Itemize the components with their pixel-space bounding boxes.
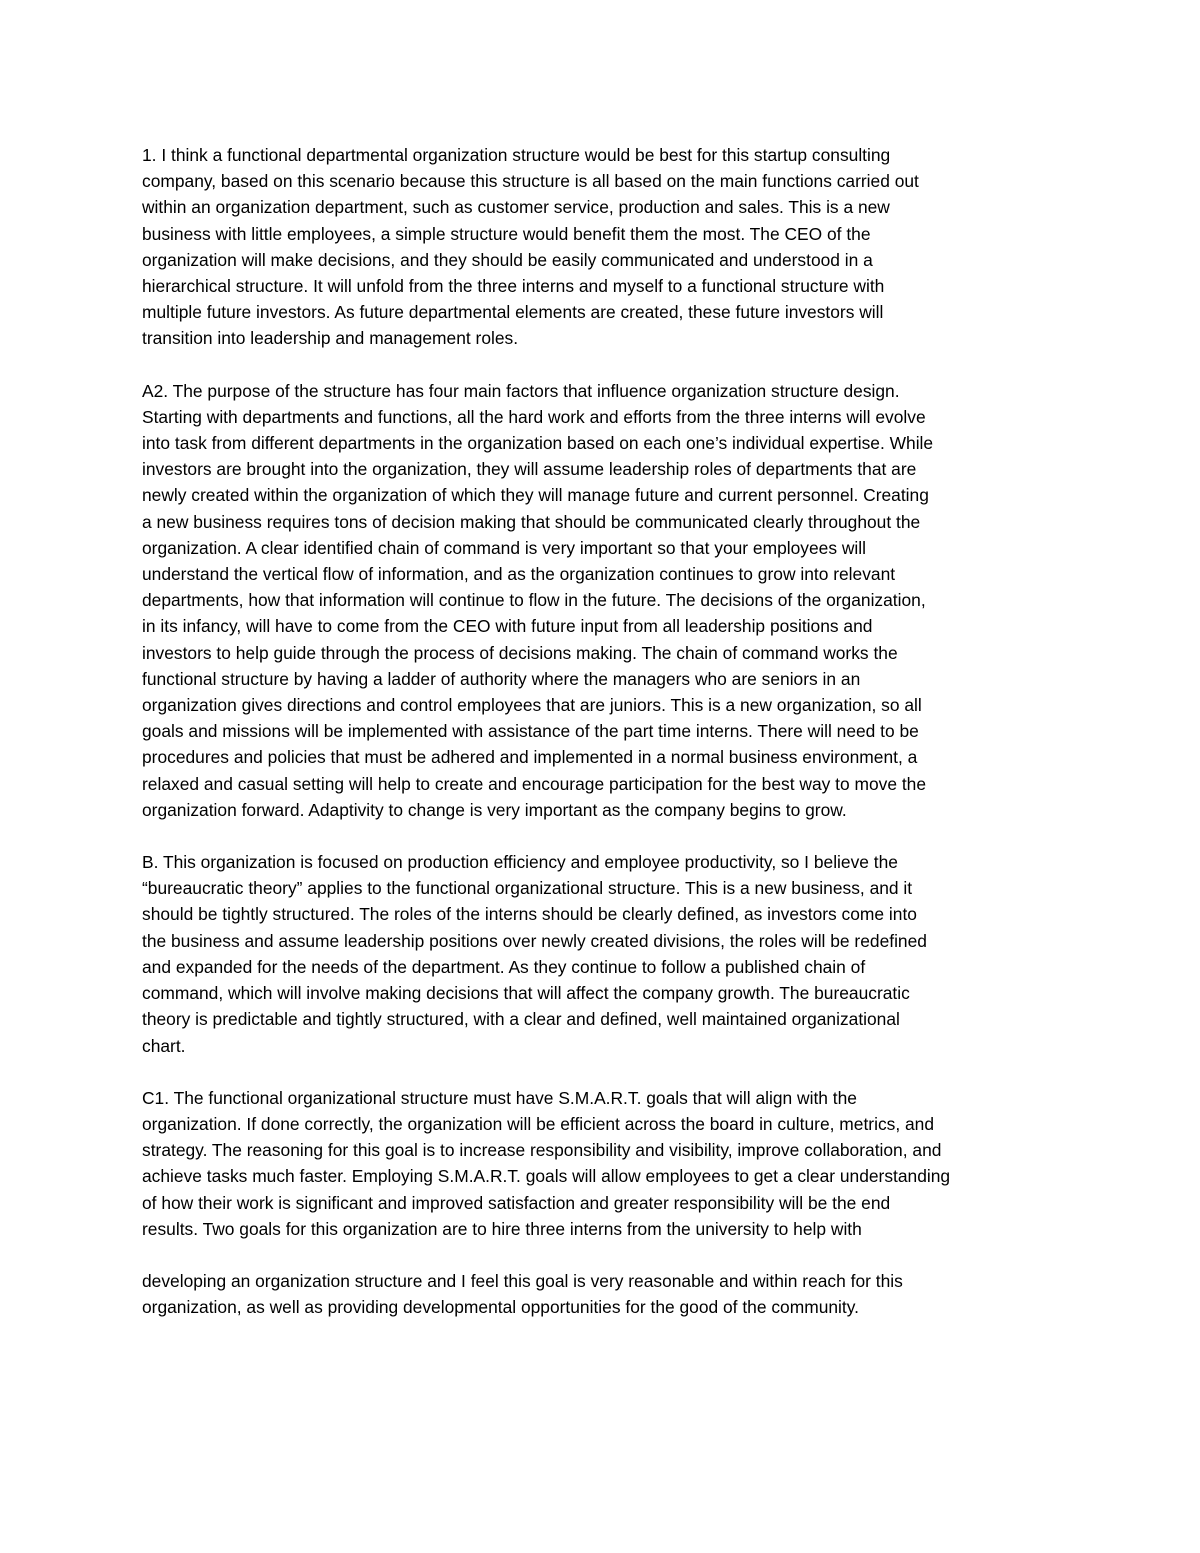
text-line: procedures and policies that must be adhered and implemented in a normal business environment, a xyxy=(142,747,918,768)
text-line: a new business requires tons of decision making that should be communicated clearly throughout the xyxy=(142,511,921,532)
paragraph-a2 xyxy=(142,378,1067,823)
text-line: strategy. The reasoning for this goal is to increase responsibility and visibility, improve collaboration, and xyxy=(142,1140,942,1161)
text-line: goals and missions will be implemented with assistance of the part time interns. There will need to be xyxy=(142,721,919,742)
text-line: command, which will involve making decisions that will affect the company growth. The bureaucratic xyxy=(142,983,910,1004)
text-line: C1. The functional organizational structure must have S.M.A.R.T. goals that will align with the xyxy=(142,1087,857,1108)
text-line: departments, how that information will continue to flow in the future. The decisions of the organization, xyxy=(142,590,926,611)
text-line: functional structure by having a ladder of authority where the managers who are seniors in an xyxy=(142,668,861,689)
text-line: the business and assume leadership positions over newly created divisions, the roles will be redefined xyxy=(142,930,927,951)
text-line: developing an organization structure and I feel this goal is very reasonable and within reach for this xyxy=(142,1270,903,1291)
paragraph-c1-continued xyxy=(142,1268,1067,1320)
text-line: 1. I think a functional departmental organization structure would be best for this startup consulting xyxy=(142,145,891,165)
text-line: company, based on this scenario because this structure is all based on the main functions carried out xyxy=(142,171,919,192)
text-line: into task from different departments in the organization based on each one’s individual expertise. While xyxy=(142,433,934,454)
text-line: within an organization department, such as customer service, production and sales. This is a new xyxy=(142,197,890,218)
text-line: business with little employees, a simple structure would benefit them the most. The CEO of the xyxy=(142,223,871,244)
text-line: chart. xyxy=(142,1035,186,1056)
text-line: and expanded for the needs of the department. As they continue to follow a published chain of xyxy=(142,956,866,977)
text-line: “bureaucratic theory” applies to the functional organizational structure. This is a new business, and it xyxy=(142,878,913,899)
text-line: of how their work is significant and improved satisfaction and greater responsibility will be the end xyxy=(142,1192,891,1213)
text-line: achieve tasks much faster. Employing S.M.A.R.T. goals will allow employees to get a clear understanding xyxy=(142,1166,951,1187)
paragraph-c1 xyxy=(142,1085,1067,1242)
text-line: A2. The purpose of the structure has four main factors that influence organization structure design. xyxy=(142,380,900,401)
text-line: understand the vertical flow of information, and as the organization continues to grow into relevant xyxy=(142,564,896,585)
text-line: organization forward. Adaptivity to change is very important as the company begins to grow. xyxy=(142,799,847,820)
text-line: results. Two goals for this organization are to hire three interns from the university to help with xyxy=(142,1218,862,1239)
text-line: hierarchical structure. It will unfold from the three interns and myself to a functional structure with xyxy=(142,276,885,297)
text-line: B. This organization is focused on production efficiency and employee productivity, so I believe the xyxy=(142,852,898,873)
document-body xyxy=(142,142,1067,1346)
text-line: newly created within the organization of which they will manage future and current personnel. Creating xyxy=(142,485,929,506)
text-line: investors are brought into the organization, they will assume leadership roles of departments that are xyxy=(142,459,917,480)
paragraph-b xyxy=(142,849,1067,1059)
text-line: theory is predictable and tightly structured, with a clear and defined, well maintained organizational xyxy=(142,1009,900,1030)
text-line: organization gives directions and control employees that are juniors. This is a new organization, so all xyxy=(142,695,922,716)
paragraph-1 xyxy=(142,142,1067,352)
text-line: organization will make decisions, and they should be easily communicated and understood in a xyxy=(142,249,873,270)
text-line: organization. If done correctly, the organization will be efficient across the board in culture, metrics, and xyxy=(142,1113,935,1134)
text-line: should be tightly structured. The roles of the interns should be clearly defined, as investors come into xyxy=(142,904,917,925)
text-line: relaxed and casual setting will help to create and encourage participation for the best way to move the xyxy=(142,773,927,794)
text-line: organization, as well as providing developmental opportunities for the good of the community. xyxy=(142,1297,859,1318)
text-line: multiple future investors. As future departmental elements are created, these future investors will xyxy=(142,302,884,323)
text-line: in its infancy, will have to come from the CEO with future input from all leadership positions and xyxy=(142,616,873,637)
text-line: organization. A clear identified chain of command is very important so that your employees will xyxy=(142,537,867,558)
text-line: transition into leadership and management roles. xyxy=(142,328,519,349)
text-line: Starting with departments and functions, all the hard work and efforts from the three interns will evolve xyxy=(142,406,926,427)
text-line: investors to help guide through the process of decisions making. The chain of command works the xyxy=(142,642,898,663)
